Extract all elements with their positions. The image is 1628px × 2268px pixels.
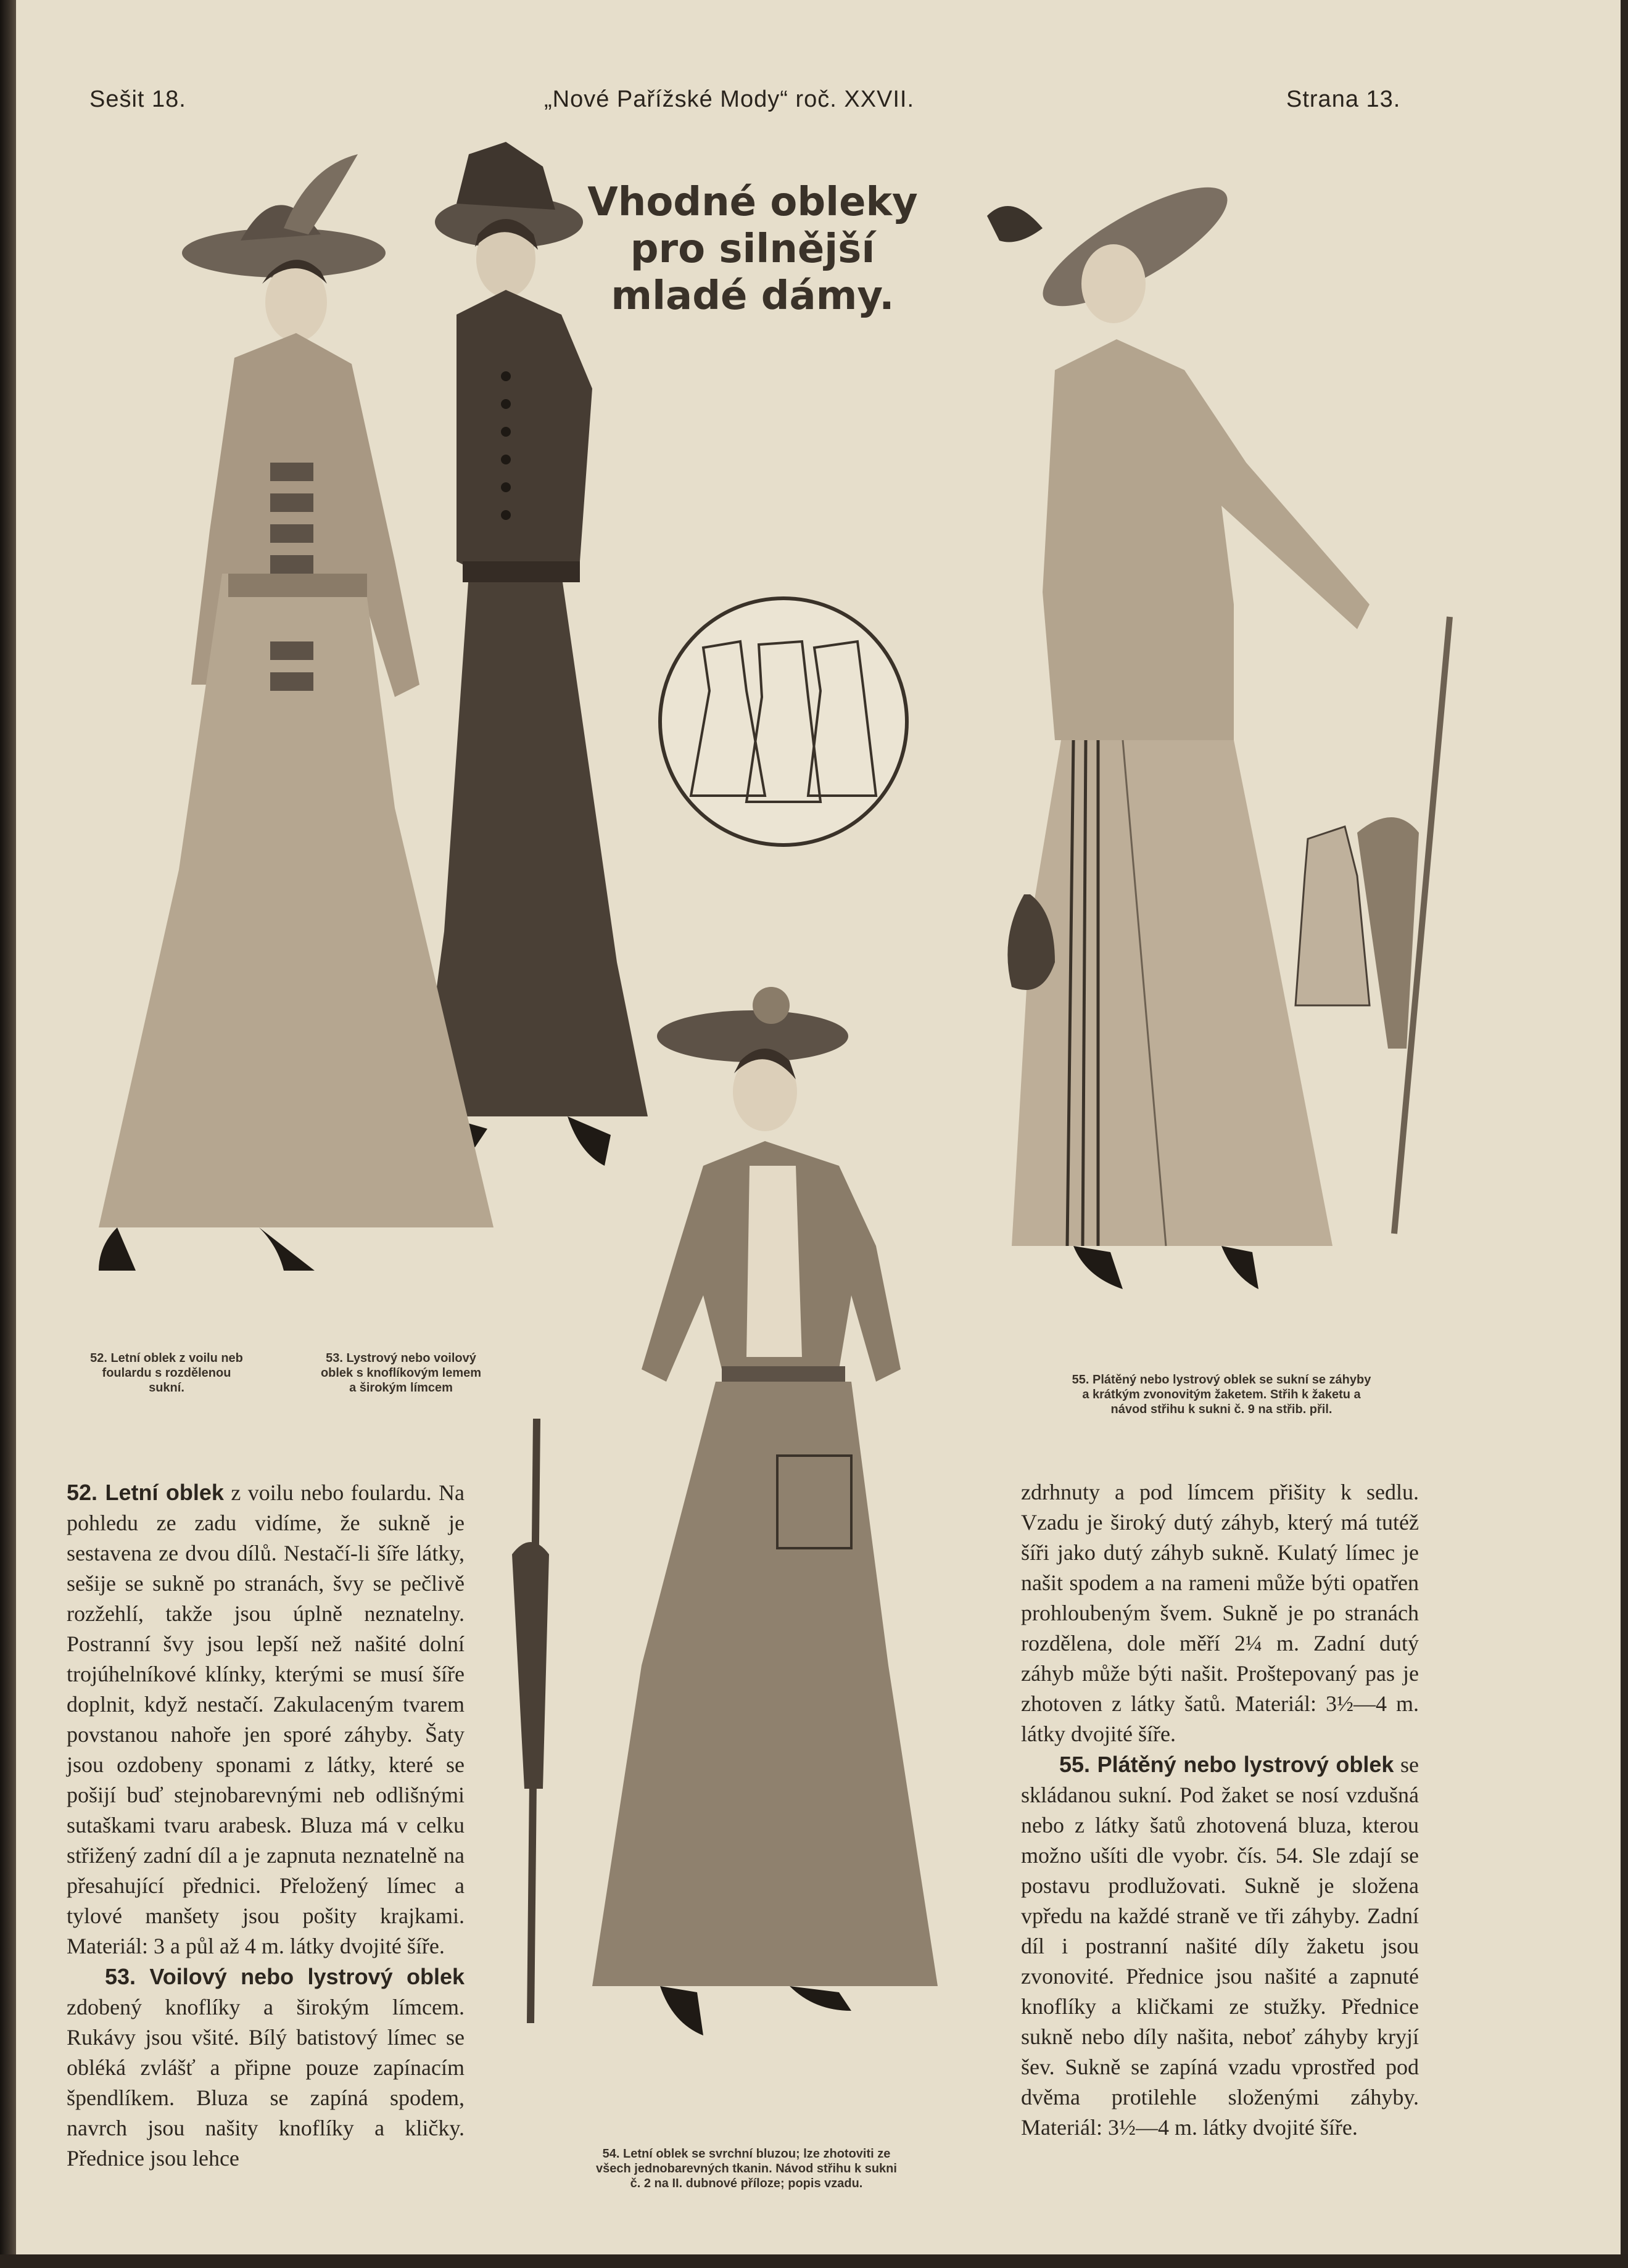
caption-line: 55. Plátěný nebo lystrový oblek se sukní se záhyby bbox=[1072, 1373, 1371, 1387]
text-column-left bbox=[67, 1477, 465, 2174]
paragraph-55 bbox=[1021, 1749, 1419, 2143]
paragraph-body: zdrhnuty a pod límcem přišity k sedlu. Vzadu je široký dutý záhyb, který má tutéž šíři jako dutý záhyb sukně. Kulatý límec je našit spodem a na rameni může býti opatřen prohloubeným švem. Sukně je po stranách rozdělena, dole měří 2¼ m. Zadní dutý záhyb může býti našit. Proštepovaný pas je zhotoven z látky šatů. Materiál: 3½—4 m. látky dvojité šíře. bbox=[1021, 1480, 1419, 1746]
title-line: Vhodné obleky bbox=[587, 179, 918, 225]
paragraph-52 bbox=[67, 1477, 465, 1961]
paragraph-heading: 52. Letní oblek bbox=[67, 1480, 224, 1505]
caption-line: a krátkým zvonovitým žaketem. Střih k žaketu a bbox=[1082, 1388, 1361, 1401]
page-edge-bottom bbox=[0, 2254, 1628, 2268]
caption-line: a širokým límcem bbox=[349, 1381, 453, 1395]
illustration-figure-55 bbox=[962, 123, 1481, 1295]
caption-line: 54. Letní oblek se svrchní bluzou; lze zhotoviti ze bbox=[602, 2147, 891, 2161]
caption-line: 53. Lystrový nebo voilový bbox=[326, 1351, 476, 1365]
caption-55 bbox=[1012, 1372, 1431, 1417]
paragraph-53 bbox=[67, 1961, 465, 2174]
caption-line: č. 2 na II. dubnové příloze; popis vzadu. bbox=[630, 2177, 863, 2190]
paragraph-heading: 53. Voilový nebo lystrový oblek bbox=[105, 1964, 465, 1989]
title-line: pro silnější bbox=[630, 226, 875, 272]
illustration-figure-54 bbox=[506, 987, 1036, 2196]
caption-52 bbox=[62, 1351, 271, 1395]
caption-53 bbox=[287, 1351, 515, 1395]
caption-line: návod střihu k sukni č. 9 na střib. přil. bbox=[1110, 1403, 1333, 1416]
paragraph-body: z voilu nebo foulardu. Na pohledu ze zadu vidíme, že sukně je sestavena ze dvou dílů. Nestačí-li šíře látky, sešije se sukně po stranách, švy se pečlivě rozžehlí, takže jsou úplně neznatelny. Postranní švy jsou lepší než našité dolní trojúhelníkové klínky, kterými se musí šíře doplnit, když nestačí. Zakulaceným tvarem povstanou nahoře jen sporé záhyby. Šaty jsou ozdobeny sponami z látky, které se pošijí buď stejnobarevnými neb odlišnými sutaškami tvaru arabesk. Bluza má v celku střižený zadní díl a je zapnuta neznatelně na přesahující přednici. Přeložený límec a tylové manšety jsou pošity krajkami. Materiál: 3 a půl až 4 m. látky dvojité šíře. bbox=[67, 1480, 465, 1958]
paragraph-body: se skládanou sukní. Pod žaket se nosí vzdušná nebo z látky šatů zhotovená bluza, kterou možno ušíti dle vyobr. čís. 54. Sle zdají se postavu prodlužovati. Sukně je složena vpředu na každé straně ve tři záhyby. Zadní díl i postranní našité díly žaketu jsou zvonovité. Přednice jsou našité a zapnuté knoflíky a kličkami ze stužky. Přednice sukně nebo díly našita, neboť záhyby kryjí šev. Sukně se zapíná vzadu vprostřed pod dvěma protilehle složenými záhyby. Materiál: 3½—4 m. látky dvojité šíře. bbox=[1021, 1752, 1419, 2140]
paragraph-body: zdobený knoflíky a širokým límcem. Rukávy jsou všité. Bílý batistový límec se obléká zvlášť a připne pouze zapínacím špendlíkem. Bluza se zapíná spodem, navrch jsou našity knoflíky a kličky. Přednice jsou lehce bbox=[67, 1995, 465, 2171]
header-magazine-title: „Nové Pařížské Mody“ roč. XXVII. bbox=[544, 86, 915, 112]
title-line: mladé dámy. bbox=[611, 273, 895, 319]
caption-54 bbox=[531, 2146, 962, 2191]
header-issue: Sešit 18. bbox=[89, 86, 186, 112]
caption-line: sukní. bbox=[149, 1381, 184, 1395]
figure-52 bbox=[99, 154, 494, 1271]
caption-line: foulardu s rozdělenou bbox=[102, 1366, 231, 1380]
caption-line: všech jednobarevných tkanin. Návod střihu k sukni bbox=[596, 2162, 897, 2175]
header-page-number: Strana 13. bbox=[1286, 86, 1401, 112]
paragraph-53-continued bbox=[1021, 1477, 1419, 1749]
caption-line: 52. Letní oblek z voilu neb bbox=[90, 1351, 243, 1365]
text-column-right bbox=[1021, 1477, 1419, 2143]
binding-edge bbox=[0, 0, 16, 2268]
page-edge-right bbox=[1621, 0, 1628, 2268]
back-view-diagram bbox=[654, 592, 913, 851]
paragraph-heading: 55. Plátěný nebo lystrový oblek bbox=[1059, 1752, 1394, 1777]
caption-line: oblek s knoflíkovým lemem bbox=[320, 1366, 482, 1380]
